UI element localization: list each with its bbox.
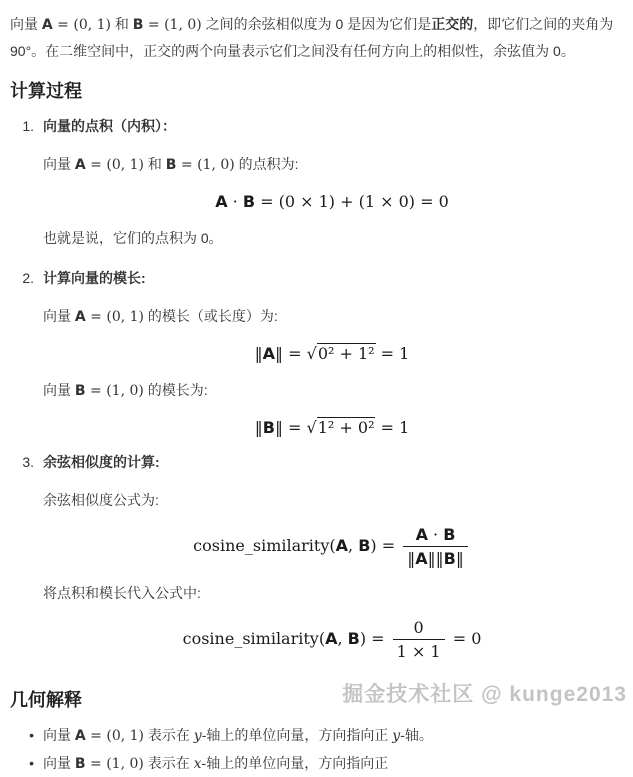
- bullet-marker: •: [29, 755, 34, 772]
- list-item-magnitude: [10, 265, 621, 446]
- formula-cosine-definition: cosine_similarity(A, B) = $\frac{A \cdot B}{‖A‖‖B‖}$: [43, 525, 621, 568]
- formula-dot-product: A · B = (0 × 1) + (1 × 0) = 0: [215, 192, 449, 211]
- list-number: 2.: [22, 270, 34, 287]
- step-paragraph: 余弦相似度公式为:: [43, 491, 159, 508]
- intro-paragraph: 向量 A = (0, 1) 和 B = (1, 0) 之间的余弦相似度为 0 是因为它们是正交的，即它们之间的夹角为 90°。在二维空间中，正交的两个向量表示它们之间没有任何方向上的相似性，余弦值为 0。: [10, 16, 614, 59]
- step-title: 计算向量的模长:: [43, 270, 146, 287]
- list-number: 1.: [22, 118, 34, 134]
- formula-magnitude-a: ‖A‖ = √0² + 1² = 1: [254, 344, 410, 364]
- step-title: 向量的点积（内积）：: [43, 118, 176, 134]
- list-item-cosine: [10, 449, 621, 674]
- fraction: $\frac{A \cdot B}{‖A‖‖B‖}$: [403, 525, 468, 568]
- step-paragraph: 向量 B = (1, 0) 的模长为:: [43, 382, 208, 400]
- formula-magnitude-b: ‖B‖ = √1² + 0² = 1: [254, 418, 410, 438]
- list-item-dot-product: [10, 113, 621, 263]
- formula-cosine-result: cosine_similarity(A, B) = $\frac{0}{1 \times 1}$ = 0: [182, 617, 482, 662]
- section-heading-calculation: 计算过程: [10, 81, 82, 101]
- bullet-marker: •: [29, 727, 34, 744]
- section-heading-geometry: 几何解释: [10, 690, 82, 711]
- step-paragraph: 向量 A = (0, 1) 和 B = (1, 0) 的点积为:: [43, 156, 299, 173]
- list-number: 3.: [22, 453, 34, 470]
- site-watermark: 掘金技术社区 @ kunge2013: [342, 683, 627, 706]
- step-paragraph: 将点积和模长代入公式中:: [43, 584, 201, 601]
- step-title: 余弦相似度的计算:: [43, 453, 160, 470]
- bullet-item-vector-b: • 向量 B = (1, 0) 表示在 x-轴上的单位向量，方向指向正: [10, 750, 621, 777]
- fraction: $\frac{0}{1 \times 1}$: [393, 618, 445, 661]
- bullet-item-vector-a: • 向量 A = (0, 1) 表示在 y-轴上的单位向量，方向指向正 y-轴。: [10, 722, 621, 749]
- step-paragraph: 向量 A = (0, 1) 的模长（或长度）为:: [43, 308, 278, 326]
- step-paragraph: 也就是说，它们的点积为 0。: [43, 230, 223, 247]
